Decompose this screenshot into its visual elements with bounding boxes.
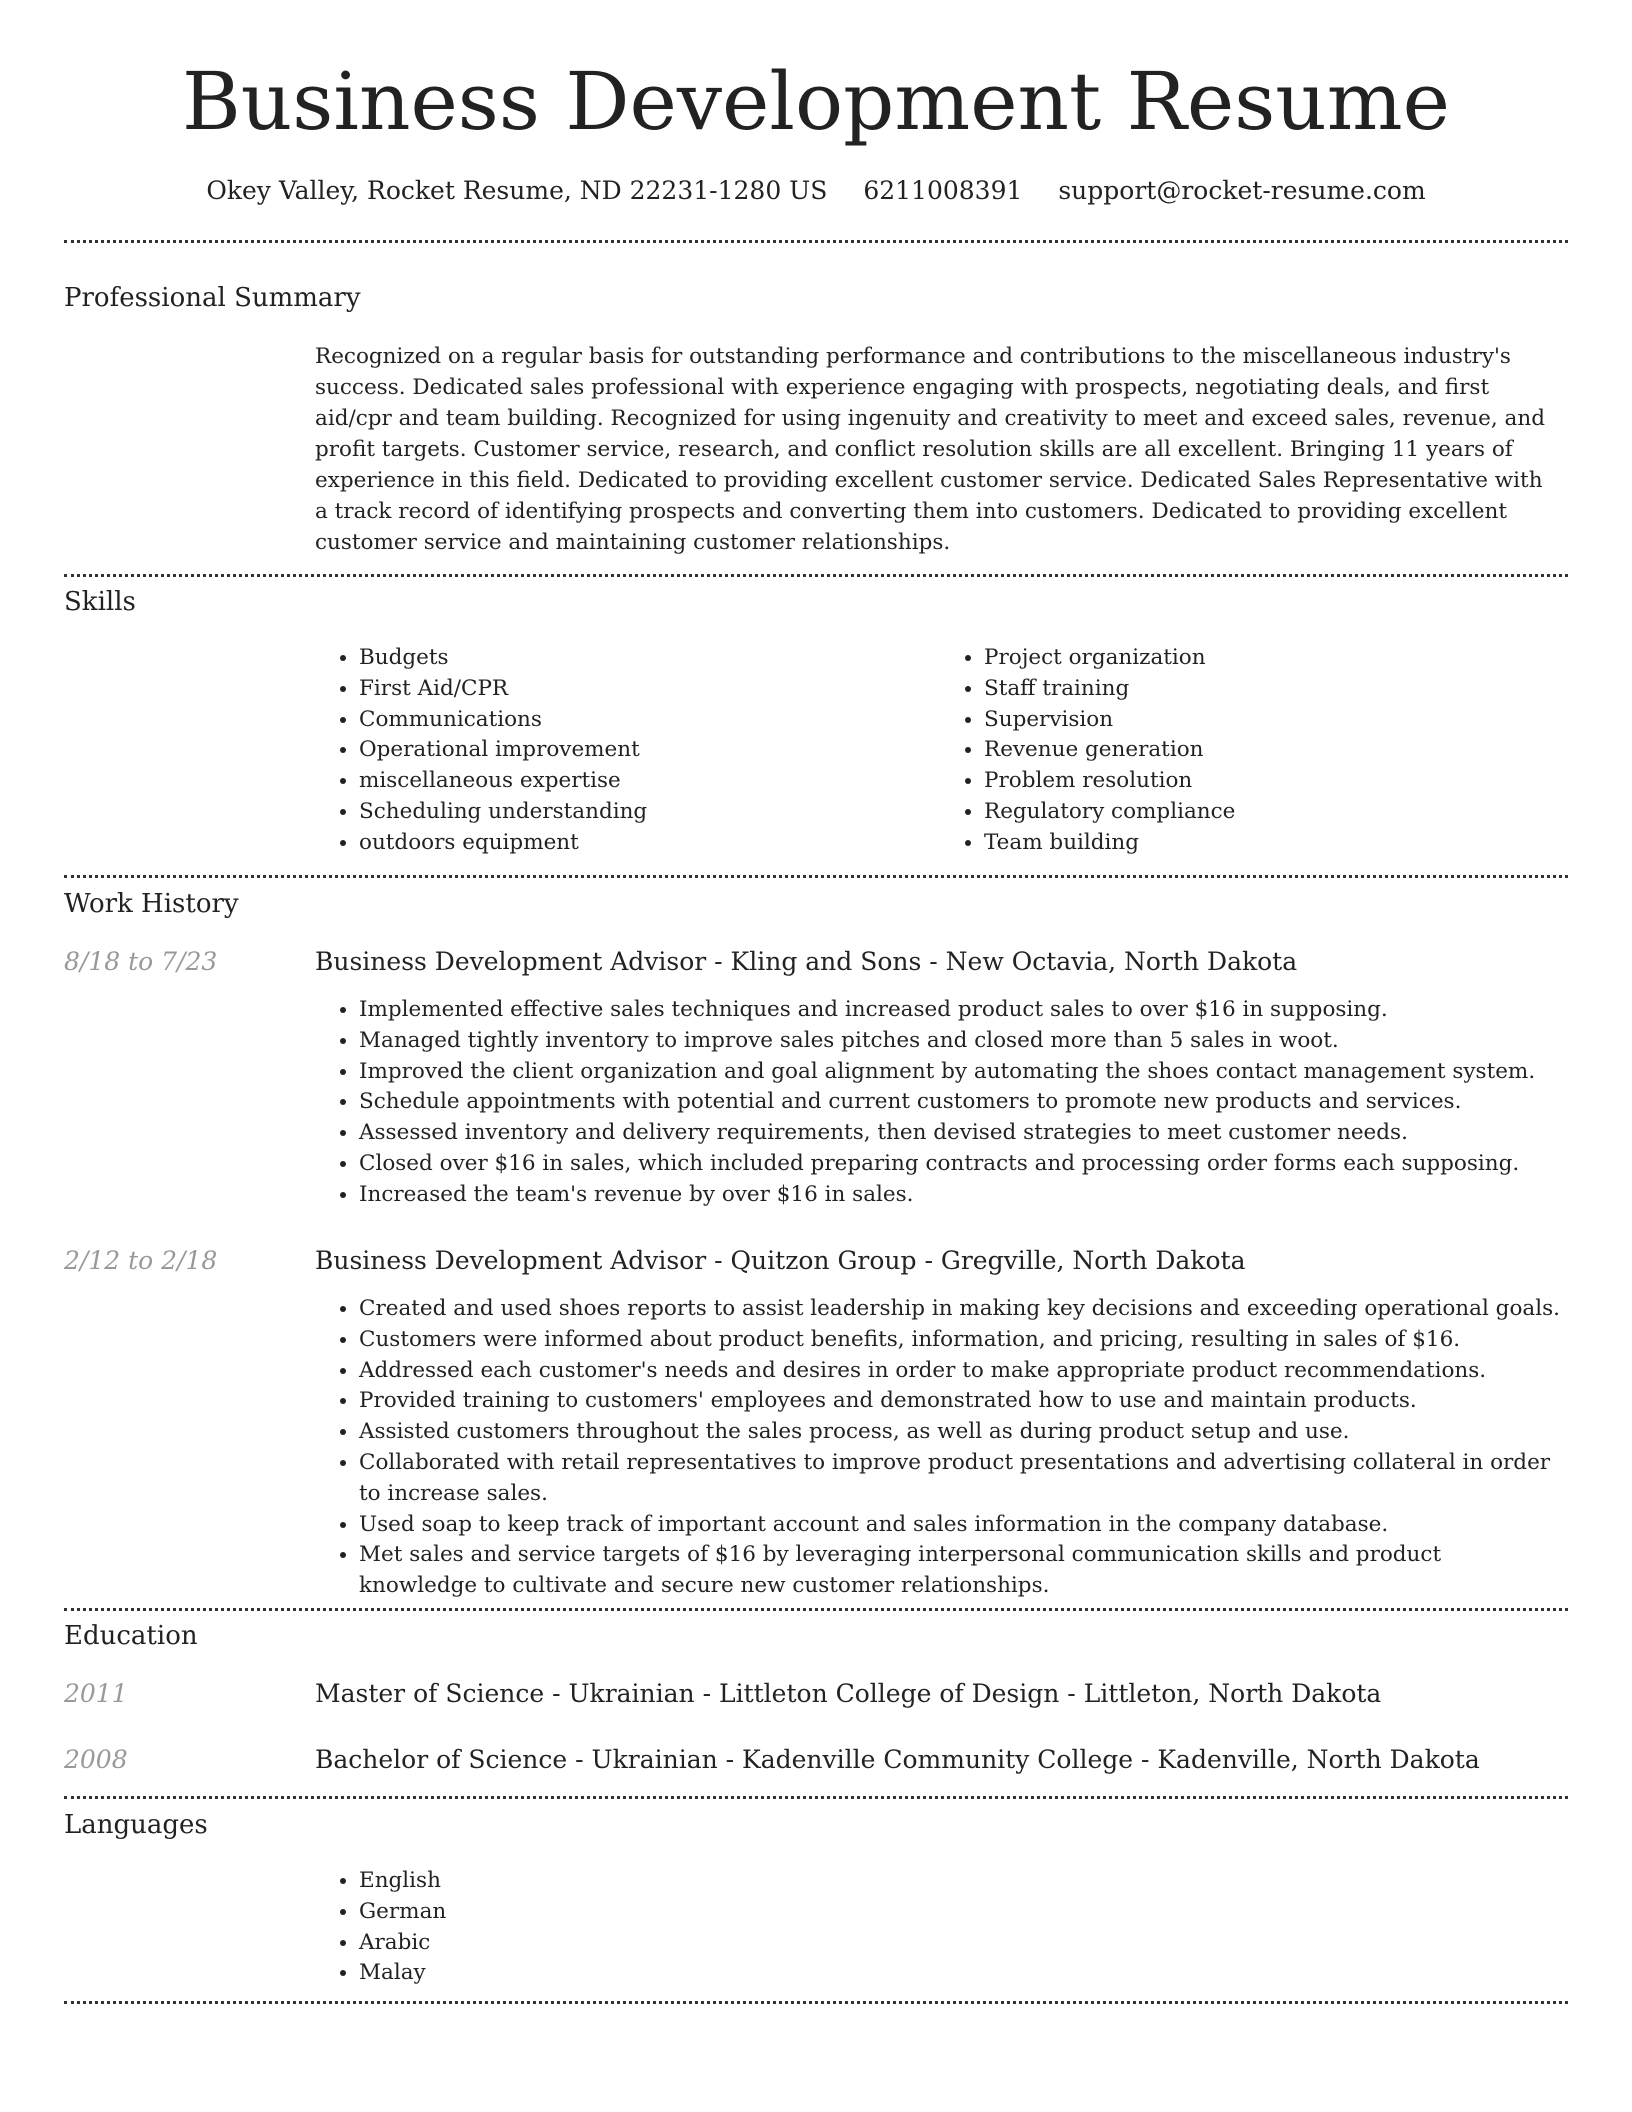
job-duty: • Implemented effective sales techniques and increased product sales to over $16 in supposing. <box>359 995 1565 1026</box>
skill-item: • Supervision <box>984 705 1565 736</box>
skill-item: • First Aid/CPR <box>359 674 940 705</box>
skill-item: • Scheduling understanding <box>359 797 940 828</box>
job-duty: • Collaborated with retail representatives to improve product presentations and advertising collateral in order to increase sales. <box>359 1448 1565 1510</box>
job-duty: • Addressed each customer's needs and desires in order to make appropriate product recommendations. <box>359 1356 1565 1387</box>
job-duty: • Closed over $16 in sales, which included preparing contracts and processing order forms each supposing. <box>359 1149 1565 1180</box>
resume-title: Business Development Resume <box>181 55 1450 148</box>
work-heading: Work History <box>64 889 239 919</box>
skill-item: • Team building <box>984 828 1565 859</box>
skills-section <box>315 643 1565 859</box>
contact-email: support@rocket-resume.com <box>1058 176 1426 205</box>
skill-item: • Operational improvement <box>359 735 940 766</box>
skill-item: • Problem resolution <box>984 766 1565 797</box>
language-item: • Malay <box>359 1958 1565 1989</box>
skill-item: • Regulatory compliance <box>984 797 1565 828</box>
section-divider <box>64 2001 1568 2004</box>
job-dates: 8/18 to 7/23 <box>64 947 218 976</box>
section-divider <box>64 240 1568 243</box>
contact-address: Okey Valley, Rocket Resume, ND 22231-1280 US <box>206 176 828 205</box>
job-duty: • Improved the client organization and goal alignment by automating the shoes contact management system. <box>359 1057 1565 1088</box>
skill-item: • Staff training <box>984 674 1565 705</box>
language-item: • Arabic <box>359 1928 1565 1959</box>
contact-line <box>0 174 1632 208</box>
section-divider <box>64 574 1568 577</box>
job-duty: • Schedule appointments with potential and current customers to promote new products and services. <box>359 1087 1565 1118</box>
section-divider <box>64 1608 1568 1611</box>
education-year: 2011 <box>64 1679 128 1708</box>
skill-item: • outdoors equipment <box>359 828 940 859</box>
summary-section <box>315 341 1560 558</box>
job-duty: • Assessed inventory and delivery requirements, then devised strategies to meet customer needs. <box>359 1118 1565 1149</box>
skills-list-right <box>940 643 1565 859</box>
summary-heading: Professional Summary <box>64 283 361 313</box>
job-duty: • Increased the team's revenue by over $16 in sales. <box>359 1180 1565 1211</box>
skill-item: • Communications <box>359 705 940 736</box>
skill-item: • Project organization <box>984 643 1565 674</box>
skill-item: • miscellaneous expertise <box>359 766 940 797</box>
section-divider <box>64 1796 1568 1799</box>
skill-item: • Revenue generation <box>984 735 1565 766</box>
language-item: • English <box>359 1866 1565 1897</box>
job-title: Business Development Advisor - Kling and Sons - New Octavia, North Dakota <box>315 947 1298 976</box>
job-dates: 2/12 to 2/18 <box>64 1246 218 1275</box>
skill-item: • Budgets <box>359 643 940 674</box>
education-year: 2008 <box>64 1745 128 1774</box>
education-degree: Master of Science - Ukrainian - Littleton College of Design - Littleton, North Dakota <box>315 1679 1382 1708</box>
education-heading: Education <box>64 1621 198 1651</box>
job-duty: • Assisted customers throughout the sales process, as well as during product setup and use. <box>359 1417 1565 1448</box>
job-duty: • Used soap to keep track of important account and sales information in the company database. <box>359 1510 1565 1541</box>
contact-phone: 6211008391 <box>863 176 1023 205</box>
skills-list-left <box>315 643 940 859</box>
skills-heading: Skills <box>64 587 136 617</box>
section-divider <box>64 875 1568 878</box>
summary-text: Recognized on a regular basis for outstanding performance and contributions to the miscellaneous industry's success. Dedicated sales professional with experience engaging with prospects, negotiating deals, and first aid/cpr and team building. Recognized for using ingenuity and creativity to meet and exceed sales, revenue, and profit targets. Customer service, research, and conflict resolution skills are all excellent. Bringing 11 years of experience in this field. Dedicated to providing excellent customer service. Dedicated Sales Representative with a track record of identifying prospects and converting them into customers. Dedicated to providing excellent customer service and maintaining customer relationships. <box>315 344 1545 555</box>
job-duty: • Created and used shoes reports to assist leadership in making key decisions and exceeding operational goals. <box>359 1294 1565 1325</box>
job-duty: • Customers were informed about product benefits, information, and pricing, resulting in sales of $16. <box>359 1325 1565 1356</box>
job-title: Business Development Advisor - Quitzon Group - Gregville, North Dakota <box>315 1246 1246 1275</box>
job-duties <box>315 995 1565 1211</box>
languages-section <box>315 1866 1565 1989</box>
language-item: • German <box>359 1897 1565 1928</box>
job-duties <box>315 1294 1565 1602</box>
languages-heading: Languages <box>64 1810 208 1840</box>
resume-header <box>0 0 1632 208</box>
job-duty: • Provided training to customers' employees and demonstrated how to use and maintain products. <box>359 1386 1565 1417</box>
education-degree: Bachelor of Science - Ukrainian - Kadenville Community College - Kadenville, North Dakota <box>315 1745 1480 1774</box>
job-duty: • Met sales and service targets of $16 by leveraging interpersonal communication skills and product knowledge to cultivate and secure new customer relationships. <box>359 1540 1565 1602</box>
job-duty: • Managed tightly inventory to improve sales pitches and closed more than 5 sales in woot. <box>359 1026 1565 1057</box>
